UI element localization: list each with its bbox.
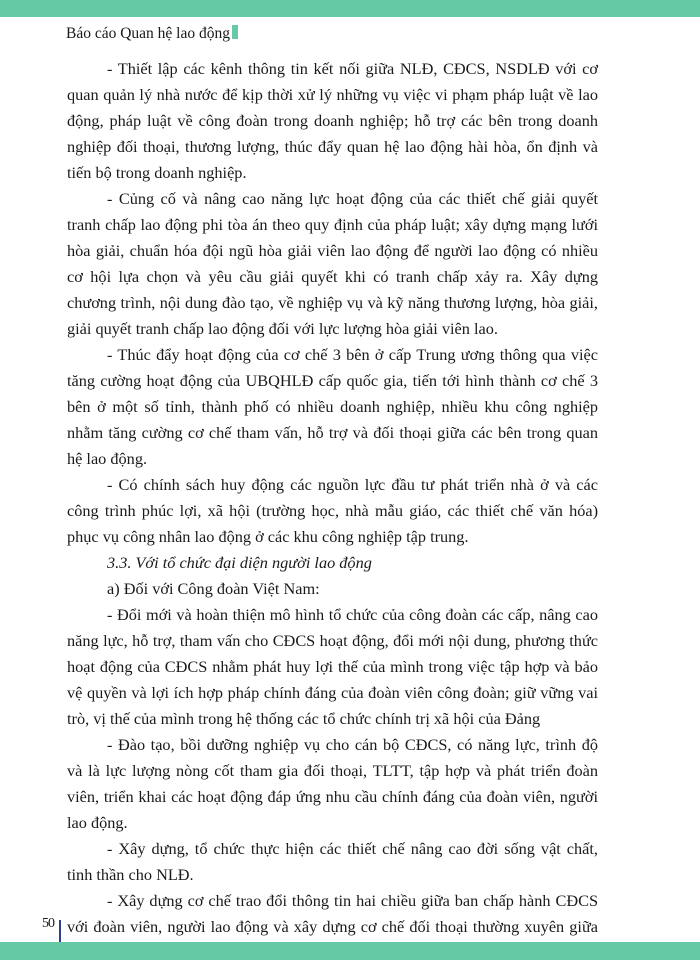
text-line: nghiệp đối thoại, thương lượng, thúc đẩy quan hệ lao động hài hòa, ổn định và (67, 137, 598, 156)
paragraph (67, 576, 598, 602)
text-line: quan quản lý nhà nước để kịp thời xử lý những vụ việc vi phạm pháp luật về lao (67, 85, 598, 104)
text-line: giải quyết tranh chấp lao động đối với lực lượng hòa giải viên lao. (67, 319, 498, 338)
text-line: công trình phúc lợi, xã hội (trường học, nhà mẫu giáo, các thiết chế văn hóa) (67, 501, 598, 520)
text-line: hoạt động của CĐCS nhằm phát huy lợi thế của mình trong việc tập hợp và bảo (67, 657, 598, 676)
header-title: Báo cáo Quan hệ lao động (66, 25, 230, 42)
text-line: viên, triển khai các hoạt động đáp ứng nhu cầu chính đáng của đoàn viên, người (67, 787, 598, 806)
top-accent-bar (0, 0, 700, 17)
text-line: 3.3. Với tổ chức đại diện người lao động (107, 553, 372, 572)
text-line: năng lực, hỗ trợ, tham vấn cho CĐCS hoạt động, đổi mới nội dung, phương thức (67, 631, 598, 650)
text-line: tinh thần cho NLĐ. (67, 865, 194, 884)
paragraph (67, 888, 598, 940)
text-line: - Củng cố và nâng cao năng lực hoạt động của các thiết chế giải quyết (107, 189, 598, 208)
text-line: trò, vị thế của mình trong hệ thống các tổ chức chính trị xã hội của Đảng (67, 709, 541, 728)
text-line: - Thúc đẩy hoạt động của cơ chế 3 bên ở cấp Trung ương thông qua việc (107, 345, 598, 364)
paragraph (67, 56, 598, 186)
text-line: - Đổi mới và hoàn thiện mô hình tổ chức của công đoàn các cấp, nâng cao (107, 605, 598, 624)
bottom-accent-bar (0, 942, 700, 960)
text-line: - Có chính sách huy động các nguồn lực đầu tư phát triển nhà ở và các (107, 475, 598, 494)
document-body (67, 56, 598, 940)
text-line: lao động. (67, 813, 128, 832)
running-header (66, 24, 238, 44)
text-line: vệ quyền và lợi ích hợp pháp chính đáng của đoàn viên công đoàn; giữ vững vai (67, 683, 598, 702)
text-line: - Xây dựng, tổ chức thực hiện các thiết chế nâng cao đời sống vật chất, (107, 839, 598, 858)
text-line: cơ hội lựa chọn và yêu cầu giải quyết khi có tranh chấp xảy ra. Xây dựng (67, 267, 598, 286)
text-line: - Thiết lập các kênh thông tin kết nối giữa NLĐ, CĐCS, NSDLĐ với cơ (107, 59, 598, 78)
text-line: hòa giải, chuẩn hóa đội ngũ hòa giải viên lao động để người lao động có nhiều (67, 241, 598, 260)
text-line: động, pháp luật về công đoàn trong doanh nghiệp; hỗ trợ các bên trong doanh (67, 111, 598, 130)
paragraph (67, 732, 598, 836)
paragraph (67, 836, 598, 888)
text-line: tiến bộ trong doanh nghiệp. (67, 163, 247, 182)
text-line: tranh chấp lao động phi tòa án theo quy định của pháp luật; xây dựng mạng lưới (67, 215, 598, 234)
section-heading (67, 550, 598, 576)
text-line: với đoàn viên, người lao động và xây dựng cơ chế đối thoại thường xuyên giữa (67, 917, 598, 936)
text-line: bên ở một số tỉnh, thành phố có nhiều doanh nghiệp, nhiều khu công nghiệp (67, 397, 598, 416)
paragraph (67, 602, 598, 732)
text-line: tăng cường hoạt động của UBQHLĐ cấp quốc gia, tiến tới hình thành cơ chế 3 (67, 371, 598, 390)
page-number: 50 (42, 916, 54, 931)
text-line: phục vụ công nhân lao động ở các khu công nghiệp tập trung. (67, 527, 469, 546)
text-line: chương trình, nội dung đào tạo, về nghiệp vụ và kỹ năng thương lượng, hòa giải, (67, 293, 598, 312)
text-line: a) Đối với Công đoàn Việt Nam: (107, 579, 320, 598)
text-line: và là lực lượng nòng cốt tham gia đối thoại, TLTT, tập hợp và phát triển đoàn (67, 761, 598, 780)
paragraph (67, 472, 598, 550)
text-line: - Xây dựng cơ chế trao đổi thông tin hai chiều giữa ban chấp hành CĐCS (107, 891, 598, 910)
text-line: - Đào tạo, bồi dưỡng nghiệp vụ cho cán bộ CĐCS, có năng lực, trình độ (107, 735, 598, 754)
header-accent-mark (232, 25, 238, 39)
paragraph (67, 342, 598, 472)
text-line: nhằm tăng cường cơ chế tham vấn, hỗ trợ và đối thoại giữa các bên trong quan (67, 423, 598, 442)
paragraph (67, 186, 598, 342)
text-line: hệ lao động. (67, 449, 148, 468)
